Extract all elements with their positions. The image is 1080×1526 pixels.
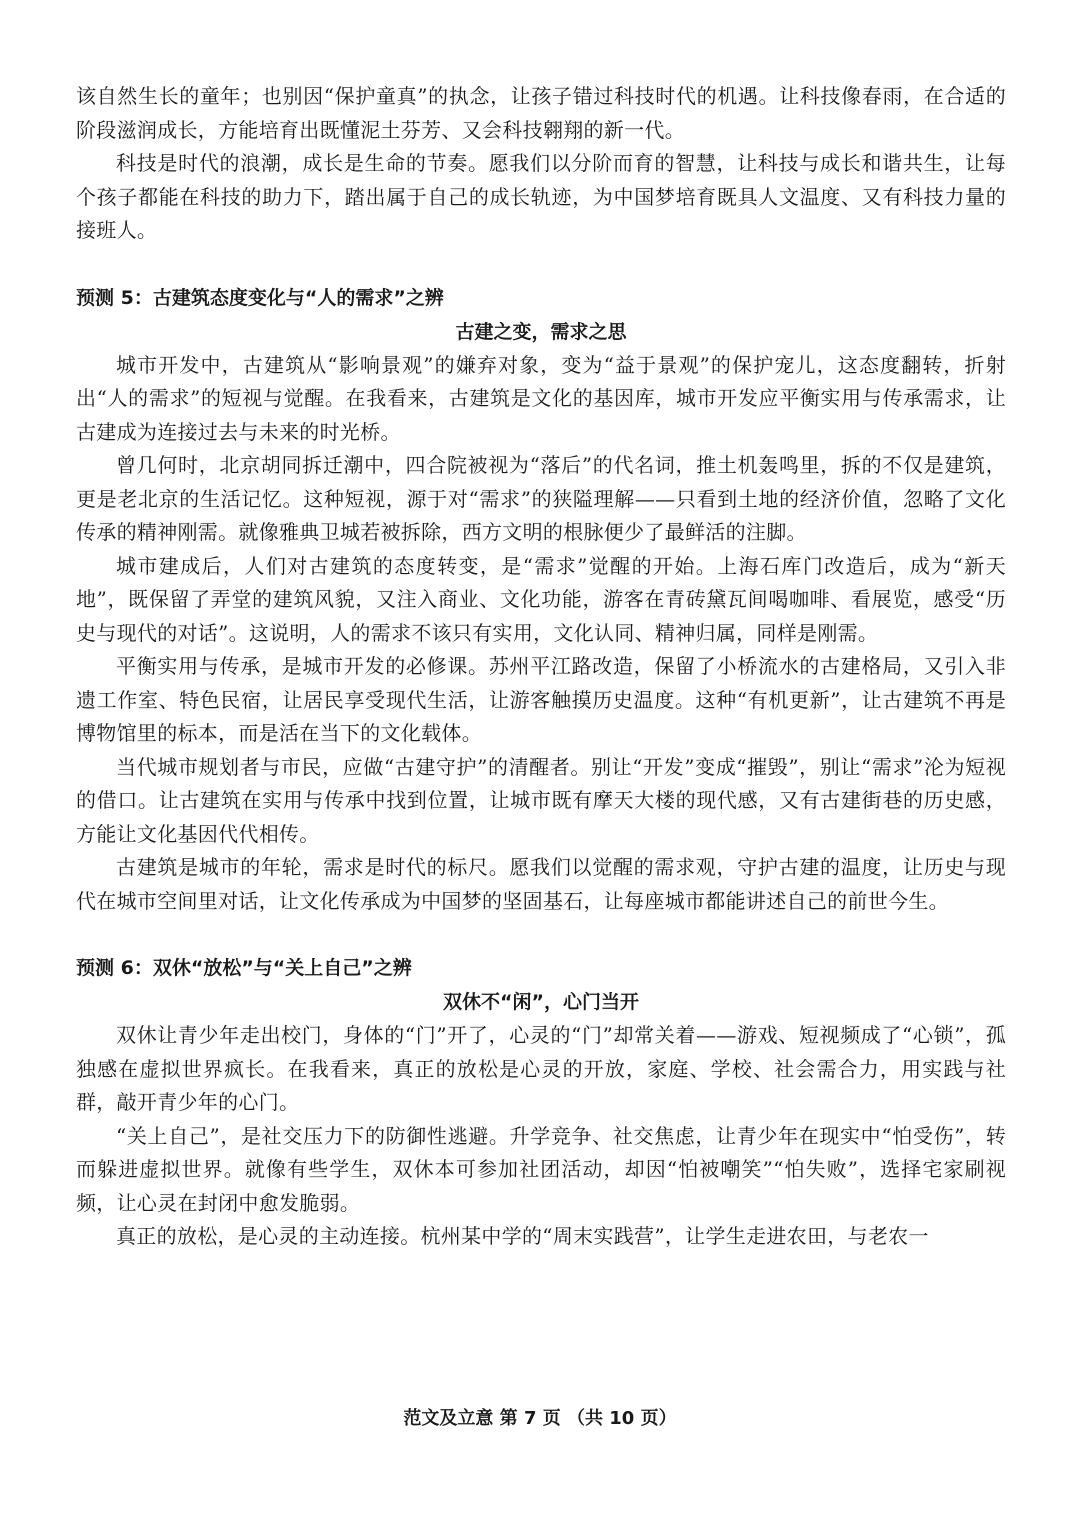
section-6 [76,952,1006,1254]
section-5-heading: 预测 5：古建筑态度变化与“人的需求”之辨 [76,286,444,309]
section-gap [76,248,1006,282]
page-footer: 范文及立意 第 7 页 （共 10 页） [403,1408,677,1429]
section-5-essay-title: 古建之变，需求之思 [455,320,627,343]
section-5-paragraph: 城市建成后，人们对古建筑的态度转变，是“需求”觉醒的开始。上海石库门改造后，成为“新天地”，既保留了弄堂的建筑风貌，又注入商业、文化功能，游客在青砖黛瓦间喝咖啡、看展览，感受“历史与现代的对话”。这说明，人的需求不该只有实用，文化认同、精神归属，同样是刚需。 [76,553,1006,645]
section-6-essay-title: 双休不“闲”，心门当开 [443,991,639,1013]
section-5-paragraph: 平衡实用与传承，是城市开发的必修课。苏州平江路改造，保留了小桥流水的古建格局，又引入非遗工作室、特色民宿，让居民享受现代生活，让游客触摸历史温度。这种“有机更新”，让古建筑不再是博物馆里的标本，而是活在当下的文化载体。 [76,654,1006,745]
section-6-heading: 预测 6：双休“放松”与“关上自己”之辨 [76,957,412,979]
section-6-paragraph: 真正的放松，是心灵的主动连接。杭州某中学的“周末实践营”，让学生走进农田，与老农一 [116,1224,929,1248]
section-5-paragraph: 曾几何时，北京胡同拆迁潮中，四合院被视为“落后”的代名词，推土机轰鸣里，拆的不仅是建筑，更是老北京的生活记忆。这种短视，源于对“需求”的狭隘理解——只看到土地的经济价值，忽略了文化传承的精神刚需。就像雅典卫城若被拆除，西方文明的根脉便少了最鲜活的注脚。 [76,453,1006,544]
section-6-paragraph: 双休让青少年走出校门，身体的“门”开了，心灵的“门”却常关着——游戏、短视频成了“心锁”，孤独感在虚拟世界疯长。在我看来，真正的放松是心灵的开放，家庭、学校、社会需合力，用实践与社群，敲开青少年的心门。 [76,1023,1006,1114]
section-gap [76,918,1006,952]
section-5-paragraph: 当代城市规划者与市民，应做“古建守护”的清醒者。别让“开发”变成“摧毁”，别让“需求”沦为短视的借口。让古建筑在实用与传承中找到位置，让城市既有摩天大楼的现代感，又有古建街巷的历史感，方能让文化基因代代相传。 [76,754,1006,846]
section-5-paragraph: 城市开发中，古建筑从“影响景观”的嫌弃对象，变为“益于景观”的保护宠儿，这态度翻转，折射出“人的需求”的短视与觉醒。在我看来，古建筑是文化的基因库，城市开发应平衡实用与传承需求，让古建成为连接过去与未来的时光桥。 [76,352,1006,444]
document-page [76,80,1006,1254]
intro-paragraph-2: 科技是时代的浪潮，成长是生命的节奏。愿我们以分阶而育的智慧，让科技与成长和谐共生，让每个孩子都能在科技的助力下，踏出属于自己的成长轨迹，为中国梦培育既具人文温度、又有科技力量的接班人。 [76,151,1006,242]
section-5 [76,282,1006,919]
intro-paragraph-1: 该自然生长的童年；也别因“保护童真”的执念，让孩子错过科技时代的机遇。让科技像春雨，在合适的阶段滋润成长，方能培育出既懂泥土芬芳、又会科技翱翔的新一代。 [76,84,1006,142]
section-5-paragraph: 古建筑是城市的年轮，需求是时代的标尺。愿我们以觉醒的需求观，守护古建的温度，让历史与现代在城市空间里对话，让文化传承成为中国梦的坚固基石，让每座城市都能讲述自己的前世今生。 [76,855,1006,913]
intro-section [76,80,1006,248]
section-6-paragraph: “关上自己”，是社交压力下的防御性逃避。升学竞争、社交焦虑，让青少年在现实中“怕受伤”，转而躲进虚拟世界。就像有些学生，双休本可参加社团活动，却因“怕被嘲笑”“怕失败”，选择宅家刷视频，让心灵在封闭中愈发脆弱。 [76,1123,1006,1215]
